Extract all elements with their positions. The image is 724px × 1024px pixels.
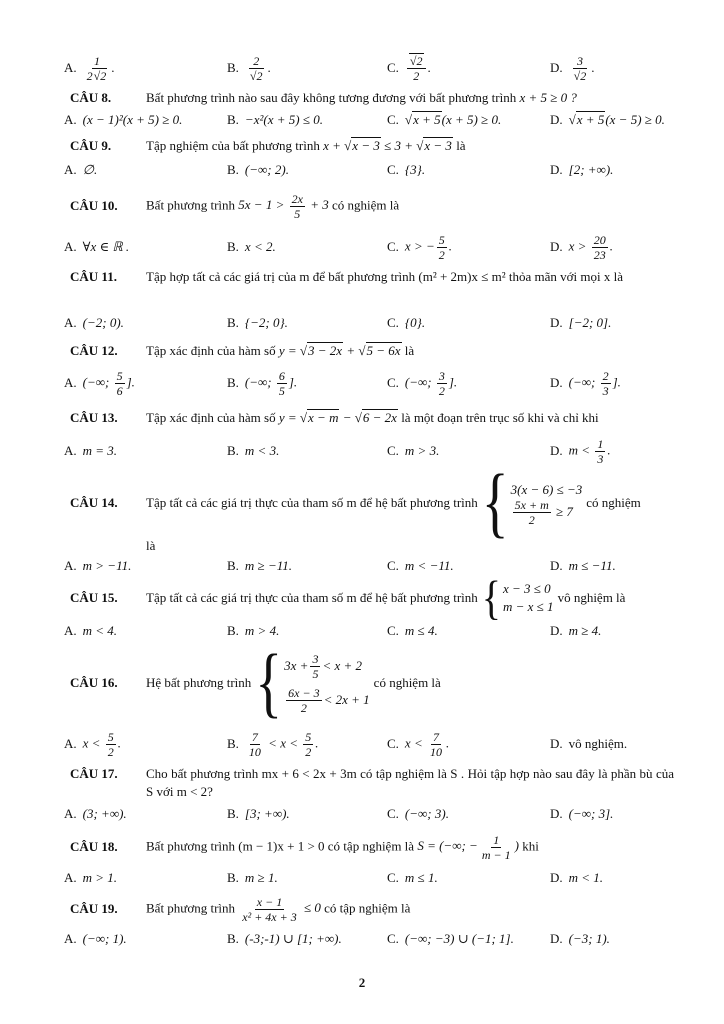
inequality-system: { x − 3 ≤ 0 m − x ≤ 1: [481, 570, 554, 625]
option-a: A. ∅.: [64, 162, 98, 177]
question-12: CÂU 12. Tập xác định của hàm số y = √3 − 2x + √5 − 6x là: [70, 343, 415, 358]
option-d: D. x > $\frac{20}{23}$ .: [550, 232, 613, 262]
option-c: C. (−∞; $\frac{3}{2}$ ].: [387, 368, 458, 398]
option-c: C. m ≤ 1.: [387, 870, 438, 885]
option-b: B. m ≥ −11.: [227, 558, 293, 573]
answers-10: [64, 230, 684, 264]
option-d: D. m ≥ 4.: [550, 623, 602, 638]
prev-option-a: A. 1 2√2 .: [64, 53, 115, 83]
prev-option-c: C. √2 2 .: [387, 53, 431, 83]
option-c: C. m < −11.: [387, 558, 454, 573]
inequality-system: { 3x + 3 5 < x + 2 6x − 3 2 < 2x + 1: [255, 639, 370, 727]
option-a: A. m > −11.: [64, 558, 132, 573]
option-c: C. m > 3.: [387, 443, 440, 458]
option-a: A. (−2; 0).: [64, 315, 124, 330]
option-a: A. x < $\frac{5}{2}$ .: [64, 729, 121, 759]
option-a: A. (−∞; 1).: [64, 931, 127, 946]
question-14-tail: là: [146, 538, 156, 553]
inequality-system: { 3(x − 6) ≤ −3 5x + m 2 ≥ 7: [481, 459, 583, 547]
answers-14: [64, 556, 684, 576]
prev-answers: [64, 48, 684, 88]
answers-18: [64, 868, 684, 888]
question-11: CÂU 11. Tập hợp tất cả các giá trị của m để bất phương trình (m² + 2m)x ≤ m² thỏa mãn với mọi x là: [70, 269, 624, 284]
option-d: D. (−∞; 3].: [550, 806, 614, 821]
option-c: C. m ≤ 4.: [387, 623, 438, 638]
answers-15: [64, 621, 684, 641]
option-d: D. m < 1.: [550, 870, 604, 885]
option-c: C. {0}.: [387, 315, 426, 330]
option-d: D. [−2; 0].: [550, 315, 612, 330]
option-a: A. (3; +∞).: [64, 806, 127, 821]
answers-8: [64, 110, 684, 130]
option-c: C. √x + 5(x + 5) ≥ 0.: [387, 112, 502, 127]
option-b: B. m > 4.: [227, 623, 280, 638]
option-d: D. vô nghiệm.: [550, 736, 628, 751]
option-b: B. (−∞; $\frac{6}{5}$ ].: [227, 368, 298, 398]
question-13: CÂU 13. Tập xác định của hàm số y = √x − m − √6 − 2x là một đoạn trên trục số khi và chỉ khi: [70, 410, 599, 425]
question-text: Bất phương trình nào sau đây không tương đương với bất phương trình: [146, 90, 517, 105]
answers-17: [64, 804, 684, 824]
option-c: C. x < $\frac{7}{10}$ .: [387, 729, 450, 759]
option-d: D. [2; +∞).: [550, 162, 614, 177]
option-b: B. m ≥ 1.: [227, 870, 278, 885]
option-b: B. −x²(x + 5) ≤ 0.: [227, 112, 323, 127]
option-b: B. (-3;-1) ∪ [1; +∞).: [227, 931, 342, 946]
option-b: B. x < 2.: [227, 239, 276, 254]
option-d: D. m ≤ −11.: [550, 558, 616, 573]
option-a: A. (x − 1)²(x + 5) ≥ 0.: [64, 112, 183, 127]
answers-16: [64, 727, 684, 761]
question-16: CÂU 16. Hệ bất phương trình { 3x + 3 5 < x + 2 6x − 3 2 < 2x + 1 có nghiệm là: [70, 639, 441, 727]
prev-option-d: D. 3 √2 .: [550, 53, 595, 83]
option-d: D. (−∞; $\frac{2}{3}$ ].: [550, 368, 621, 398]
option-a: A. (−∞; $\frac{5}{6}$ ].: [64, 368, 135, 398]
question-label: CÂU 8.: [70, 90, 112, 105]
option-a: A. m > 1.: [64, 870, 118, 885]
option-a: A. ∀x ∈ ℝ .: [64, 239, 130, 254]
answers-19: [64, 929, 684, 949]
page-number: 2: [358, 975, 366, 990]
option-b: B. [3; +∞).: [227, 806, 290, 821]
option-b: B. $\frac{7}{10}$ < x < $\frac{5}{2}$ .: [227, 729, 319, 759]
option-d: D. √x + 5(x − 5) ≥ 0.: [550, 112, 665, 127]
prev-option-b: B. 2 √2 .: [227, 53, 271, 83]
question-8: [70, 90, 674, 106]
option-a: A. m = 3.: [64, 443, 118, 458]
option-d: D. (−3; 1).: [550, 931, 610, 946]
question-19: CÂU 19. Bất phương trình $\frac{x - 1}{\text{x² + 4x + 3}}$ ≤ 0 có tập nghiệm là: [70, 894, 411, 924]
question-10: CÂU 10. Bất phương trình 5x − 1 > $\frac{2x}{5}$ + 3 có nghiệm là: [70, 191, 400, 221]
answers-12: [64, 366, 684, 400]
question-14: CÂU 14. Tập tất cả các giá trị thực của tham số m để hệ bất phương trình { 3(x − 6) ≤ −3 5x + m 2 ≥ 7 có nghiệm: [70, 459, 641, 547]
option-b: B. (−∞; 2).: [227, 162, 289, 177]
option-c: C. {3}.: [387, 162, 426, 177]
option-b: B. m < 3.: [227, 443, 280, 458]
option-c: C. x > − $\frac{5}{2}$ .: [387, 232, 452, 262]
option-c: C. (−∞; 3).: [387, 806, 449, 821]
question-17: CÂU 17. Cho bất phương trình mx + 6 < 2x + 3m có tập nghiệm là S . Hỏi tập hợp nào sau đây là phần bù của S với m < 2?: [70, 766, 674, 799]
question-9: CÂU 9. Tập nghiệm của bất phương trình x + √x − 3 ≤ 3 + √x − 3 là: [70, 138, 466, 153]
question-expr: x + 5 ≥ 0 ?: [519, 90, 577, 105]
answers-11: [64, 313, 684, 333]
option-c: C. (−∞; −3) ∪ (−1; 1].: [387, 931, 514, 946]
answers-13: [64, 434, 684, 468]
answers-9: [64, 160, 684, 180]
question-18: CÂU 18. Bất phương trình (m − 1)x + 1 > 0 có tập nghiệm là S = (−∞; − $\frac{1}{m - 1}$ ) khi: [70, 832, 539, 862]
option-b: B. {−2; 0}.: [227, 315, 288, 330]
option-a: A. m < 4.: [64, 623, 118, 638]
question-15: CÂU 15. Tập tất cả các giá trị thực của tham số m để hệ bất phương trình { x − 3 ≤ 0 m − x ≤ 1 vô nghiệm là: [70, 570, 626, 625]
option-d: D. m < $\frac{1}{3}$ .: [550, 436, 611, 466]
